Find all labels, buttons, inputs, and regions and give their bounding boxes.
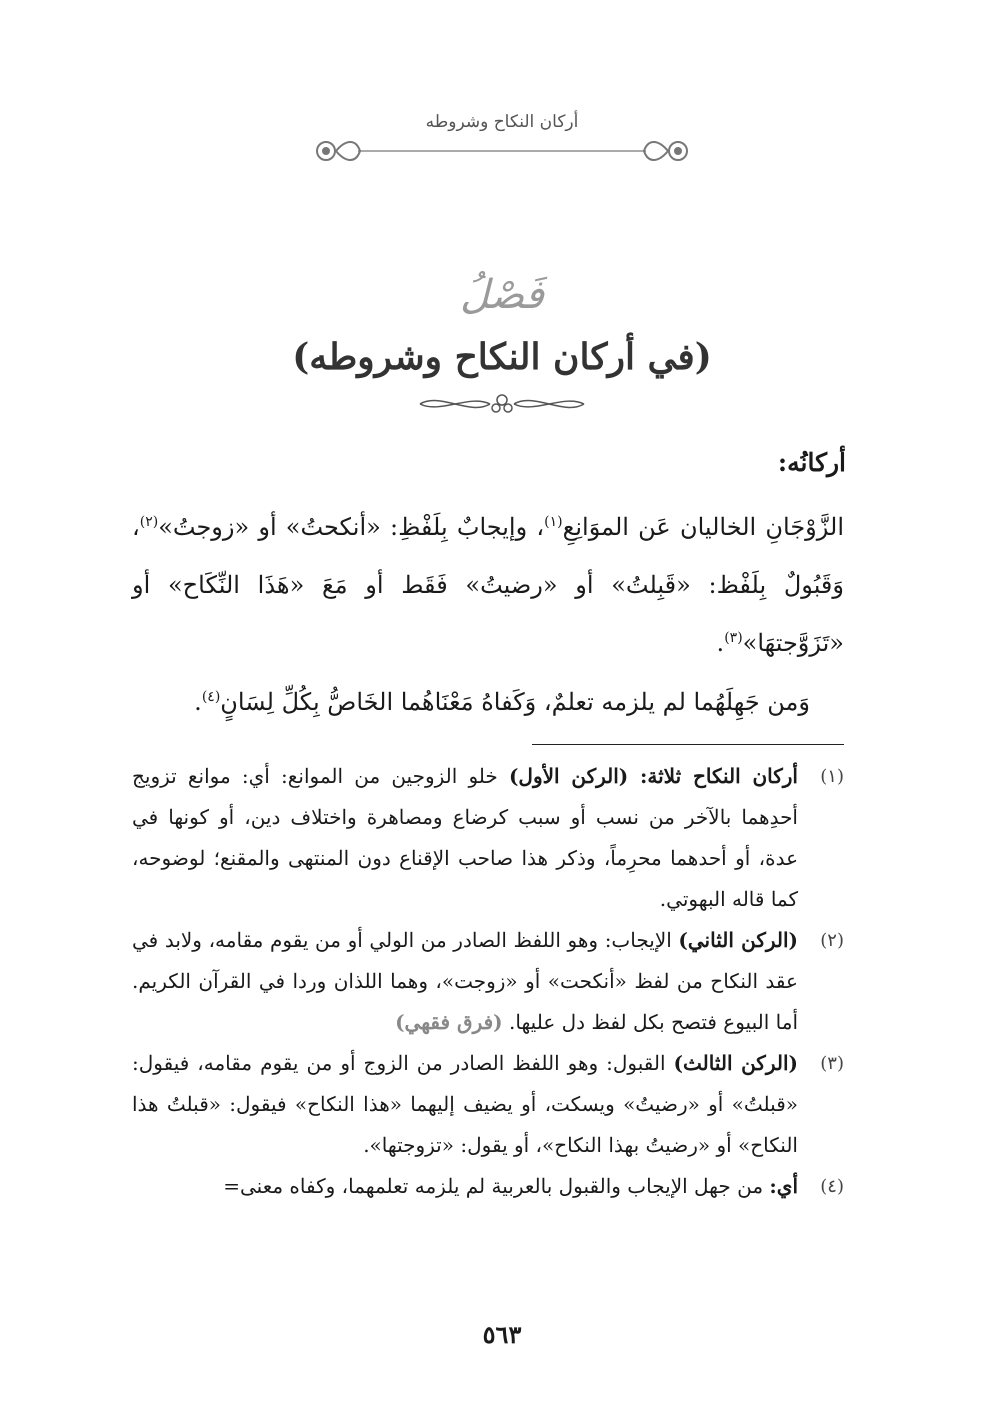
running-header: أركان النكاح وشروطه bbox=[425, 112, 579, 132]
para-text: ، وإيجابٌ بِلَفْظِ: «أنكحتُ» أو «زوجتُ» bbox=[158, 513, 545, 541]
main-paragraph bbox=[132, 498, 844, 672]
subheading: أركانُه: bbox=[777, 448, 846, 477]
footnote-ref-1[interactable]: (١) bbox=[544, 514, 563, 530]
para-text: . bbox=[716, 629, 725, 657]
footnote-body bbox=[132, 1043, 798, 1166]
footnote-body bbox=[132, 756, 798, 920]
footnote-number: (٢) bbox=[820, 930, 844, 951]
footnote-body bbox=[132, 920, 798, 1043]
footnote-lead: (الركن الثاني) bbox=[678, 928, 798, 952]
footnote-number: (٣) bbox=[820, 1053, 844, 1074]
footnote-text: من جهل الإيجاب والقبول بالعربية لم يلزمه تعلمهما، وكفاه معنى= bbox=[223, 1174, 770, 1198]
footnote-ref-2[interactable]: (٢) bbox=[139, 514, 159, 530]
footnote-3 bbox=[132, 1043, 844, 1166]
footnote-ref-3[interactable]: (٣) bbox=[724, 630, 743, 646]
footnote-number: (١) bbox=[820, 766, 844, 787]
footnote-4 bbox=[132, 1166, 844, 1207]
footnote-text: خلو الزوجين من الموانع: أي: موانع تزويج أحدِهما بالآخر من نسب أو سبب كرضاع ومصاهرة واختلاف دين، أو كونها في عدة، أو أحدهما محرِماً، وذكر هذا صاحب الإقناع دون المنتهى والمقنع؛ لوضوحه، كما قاله البهوتي. bbox=[132, 764, 798, 911]
footnote-1 bbox=[132, 756, 844, 920]
fasl-heading: فَصْلُ bbox=[459, 272, 545, 318]
footnote-text: الإيجاب: وهو اللفظ الصادر من الولي أو من يقوم مقامه، ولابد في عقد النكاح من لفظ «أنكحت» أو «زوجت»، وهما اللذان وردا في القرآن الكريم. أما البيوع فتصح بكل لفظ دل عليها. bbox=[132, 928, 798, 1034]
para-text: . bbox=[194, 688, 202, 716]
fiqh-difference-tag: (فرق فقهي) bbox=[395, 1010, 503, 1034]
footnote-lead: أركان النكاح ثلاثة: (الركن الأول) bbox=[508, 764, 798, 788]
footnote-lead: (الركن الثالث) bbox=[673, 1051, 798, 1075]
second-paragraph bbox=[132, 682, 844, 722]
footnote-number: (٤) bbox=[820, 1176, 844, 1197]
title-ornament bbox=[410, 388, 594, 420]
footnotes bbox=[132, 756, 844, 1207]
header-ornament bbox=[306, 136, 698, 166]
footnote-2 bbox=[132, 920, 844, 1043]
footnote-body bbox=[132, 1166, 798, 1207]
para-text: الزَّوْجَانِ الخاليان عَن الموَانِعِ bbox=[562, 513, 844, 541]
footnote-lead: أي: bbox=[769, 1174, 798, 1198]
section-title: (في أركان النكاح وشروطه) bbox=[292, 336, 712, 378]
footnote-text: القبول: وهو اللفظ الصادر من الزوج أو من يقوم مقامه، فيقول: «قبلتُ» أو «رضيتُ» ويسكت، أو يضيف إليهما «هذا النكاح» فيقول: «قبلتُ هذا النكاح» أو «رضيتُ بهذا النكاح»، أو يقول: «تزوجتها». bbox=[132, 1051, 798, 1157]
footnote-ref-4[interactable]: (٤) bbox=[201, 689, 221, 705]
para-text: ، وَقَبُولٌ بِلَفْظ: «قَبِلتُ» أو «رضيتُ» فَقَط أو مَعَ «هَذَا النِّكَاح» أو «تَزَوَّجتهَا» bbox=[132, 513, 844, 657]
para-text: وَمن جَهِلَهُما لم يلزمه تعلمٌ، وَكَفاهُ مَعْنَاهُما الخَاصُّ بِكُلِّ لِسَانٍ bbox=[220, 688, 810, 716]
footnote-separator bbox=[532, 744, 844, 745]
page-number: ٥٦٣ bbox=[482, 1320, 522, 1349]
